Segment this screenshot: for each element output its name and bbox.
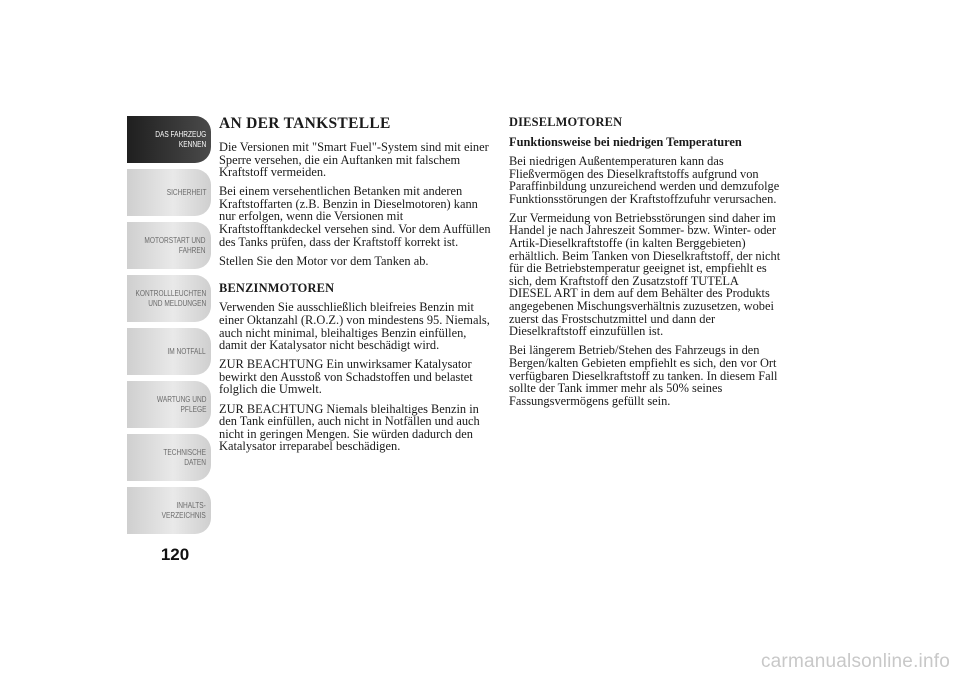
page-number: 120: [160, 545, 190, 564]
tab-label: KONTROLLLEUCHTEN UND MELDUNGEN: [135, 288, 206, 308]
paragraph: Stellen Sie den Motor vor dem Tanken ab.: [219, 253, 429, 268]
chapter-sidebar: [127, 116, 211, 540]
note-label: ZUR BEACHTUNG: [219, 357, 324, 372]
tab-wartung-und-pflege[interactable]: [127, 381, 211, 428]
tab-das-fahrzeug-kennen[interactable]: [127, 116, 211, 163]
paragraph: Bei längerem Betrieb/Stehen des Fahrzeugs in den Bergen/kalten Gebieten empfiehlt es sich, den vor Ort verfügbaren Dieselkraftstoff zu tanken. In diesem Fall sollte der Tank immer mehr als 50% seines Fassungsvermögens gefüllt sein.: [509, 343, 778, 408]
paragraph: Bei einem versehentlichen Betanken mit anderen Kraftstoffarten (z.B. Benzin in Dieselmotoren) kann nur erfolgen, wenn die Versionen mit Kraftstofftankdeckel versehen sind. Vor dem Auffüllen des Tanks prüfen, dass der Kraftstoff korrekt ist.: [219, 184, 491, 249]
paragraph: Bei niedrigen Außentemperaturen kann das Fließvermögen des Dieselkraftstoffs aufgrund von Paraffinbildung unzureichend werden und demzufolge Funktionsstörungen der Kraftstoffzufuhr verursachen.: [509, 154, 780, 206]
right-column: [509, 115, 781, 414]
subsubtitle-low-temperatures: Funktionsweise bei niedrigen Temperaturen: [509, 135, 742, 149]
tab-label: TECHNISCHE DATEN: [163, 447, 206, 467]
note-block: [219, 403, 491, 453]
note-text: Ein unwirksamer Katalysator bewirkt den Ausstoß von Schadstoffen und belastet folglich die Umwelt.: [219, 357, 473, 397]
left-column: [219, 115, 491, 459]
note-block: [219, 358, 491, 396]
section-title: AN DER TANKSTELLE: [219, 115, 391, 132]
tab-im-notfall[interactable]: [127, 328, 211, 375]
tab-kontrollleuchten[interactable]: [127, 275, 211, 322]
note-text: Niemals bleihaltiges Benzin in den Tank einfüllen, auch nicht in Notfällen und auch nicht in geringen Mengen. Sie würden dadurch den Katalysator irreparabel beschädigen.: [219, 401, 480, 454]
tab-label: SICHERHEIT: [166, 187, 206, 197]
subtitle-benzinmotoren: BENZINMOTOREN: [219, 281, 335, 296]
paragraph: Verwenden Sie ausschließlich bleifreies Benzin mit einer Oktanzahl (R.O.Z.) von mindestens 95. Niemals, auch nicht minimal, bleihaltiges Benzin einfüllen, damit der Katalysator nicht beschädigt wird.: [219, 300, 490, 353]
tab-label: WARTUNG UND PFLEGE: [156, 394, 206, 414]
tab-inhaltsverzeichnis[interactable]: [127, 487, 211, 534]
tab-label: INHALTS- VERZEICHNIS: [161, 500, 206, 520]
tab-motorstart-und-fahren[interactable]: [127, 222, 211, 269]
paragraph: Die Versionen mit "Smart Fuel"-System sind mit einer Sperre versehen, die ein Auftanken mit falschem Kraftstoff vermeiden.: [219, 140, 489, 180]
note-label: ZUR BEACHTUNG: [219, 401, 324, 416]
tab-technische-daten[interactable]: [127, 434, 211, 481]
tab-label: MOTORSTART UND FAHREN: [144, 235, 206, 255]
subtitle-dieselmotoren: DIESELMOTOREN: [509, 115, 623, 129]
tab-label: DAS FAHRZEUG KENNEN: [154, 129, 206, 149]
paragraph: Zur Vermeidung von Betriebsstörungen sind daher im Handel je nach Jahreszeit Sommer- bzw. Winter- oder Artik-Dieselkraftstoffe (in kalten Berggebieten) erhältlich. Beim Tanken von Dieselkraftstoff, der nicht für die Betriebstemperatur geeignet ist, empfiehlt es sich, dem Kraftstoff den Zusatzstoff TUTELA DIESEL ART in dem auf dem Behälter des Produkts angegebenen Mischungsverhältnis zuzusetzen, wobei zuerst das Frostschutzmittel und dann der Dieselkraftstoff einzufüllen ist.: [509, 210, 781, 339]
tab-sicherheit[interactable]: [127, 169, 211, 216]
tab-label: IM NOTFALL: [167, 346, 206, 356]
watermark-text: carmanualsonline.info: [760, 651, 950, 672]
